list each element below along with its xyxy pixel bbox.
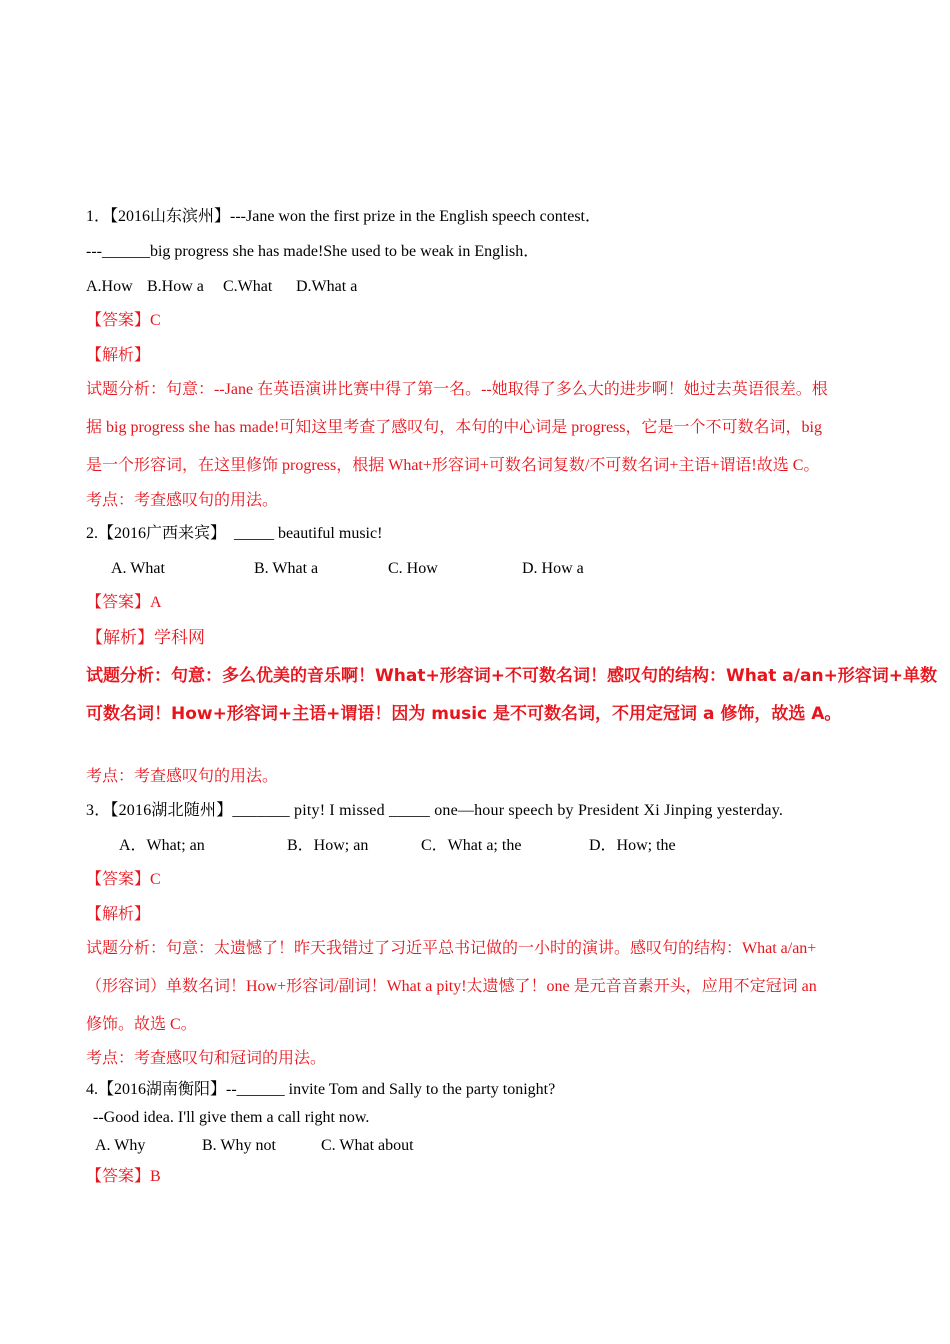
q3-option-c: C．What a; the (421, 837, 522, 854)
q1-point: 考点：考查感叹句的用法。 (86, 492, 279, 509)
q1-analysis-line-2: 据 big progress she has made!可知这里考查了感叹句，本句的中心词是 progress，它是一个不可数名词，big (86, 419, 822, 436)
q3-options (119, 836, 676, 856)
q2-analysis-line-1: 试题分析：句意：多么优美的音乐啊！What+形容词+不可数名词！感叹句的结构：What a/an+形容词+单数 (86, 666, 938, 686)
q1-options (86, 277, 357, 297)
q2-analysis-label: 【解析】学科网 (86, 628, 205, 647)
q3-analysis-line-1: 试题分析：句意：太遗憾了！昨天我错过了习近平总书记做的一小时的演讲。感叹句的结构：What a/an+ (86, 940, 817, 957)
q2-option-b: B. What a (254, 560, 319, 577)
q4-options (95, 1136, 414, 1156)
q4-stem: 4.【2016湖南衡阳】--______ invite Tom and Sally to the party tonight? (86, 1081, 556, 1098)
q4-answer: 【答案】B (86, 1168, 161, 1185)
q3-option-b: B．How; an (287, 837, 369, 854)
q1-analysis-line-1: 试题分析：句意：--Jane 在英语演讲比赛中得了第一名。--她取得了多么大的进步啊！她过去英语很差。根 (86, 381, 828, 398)
q1-option-c: C.What (223, 278, 273, 295)
q4-option-a: A. Why (95, 1137, 146, 1154)
q3-analysis-line-3: 修饰。故选 C。 (86, 1016, 197, 1033)
q2-options (111, 559, 584, 579)
q1-answer: 【答案】C (86, 312, 161, 329)
q2-analysis-line-2: 可数名词！How+形容词+主语+谓语！因为 music 是不可数名词，不用定冠词 a 修饰，故选 A。 (86, 704, 842, 724)
q2-option-a: A. What (111, 560, 165, 577)
q3-stem: 3．【2016湖北随州】_______ pity! I missed _____ one—hour speech by President Xi Jinping yesterday. (86, 802, 784, 819)
q1-option-b: B.How a (147, 278, 204, 295)
q2-answer: 【答案】A (86, 594, 162, 611)
q2-option-c: C. How (388, 560, 438, 577)
q3-point: 考点：考查感叹句和冠词的用法。 (86, 1050, 327, 1067)
q2-option-d: D. How a (522, 560, 584, 577)
q3-option-a: A．What; an (119, 837, 205, 854)
q1-stem-2: ---______big progress she has made!She used to be weak in English． (86, 243, 540, 260)
q2-point: 考点：考查感叹句的用法。 (86, 768, 279, 785)
q1-analysis-line-3: 是一个形容词，在这里修饰 progress，根据 What+形容词+可数名词复数/不可数名词+主语+谓语!故选 C。 (86, 457, 820, 474)
q1-option-a: A.How (86, 278, 133, 295)
q3-analysis-line-2: （形容词）单数名词！How+形容词/副词！What a pity!太遗憾了！one 是元音音素开头，应用不定冠词 an (86, 978, 817, 995)
q4-option-b: B. Why not (202, 1137, 276, 1154)
q1-stem: 1．【2016山东滨州】---Jane won the first prize in the English speech contest． (86, 208, 602, 225)
q1-analysis-label: 【解析】 (86, 347, 151, 364)
q3-analysis-label: 【解析】 (86, 906, 151, 923)
q1-option-d: D.What a (296, 278, 358, 295)
q3-option-d: D．How; the (589, 837, 676, 854)
q4-stem-2: --Good idea. I'll give them a call right now. (93, 1109, 370, 1126)
q4-option-c: C. What about (321, 1137, 414, 1154)
q3-answer: 【答案】C (86, 871, 161, 888)
q2-stem: 2.【2016广西来宾】 _____ beautiful music! (86, 525, 383, 542)
